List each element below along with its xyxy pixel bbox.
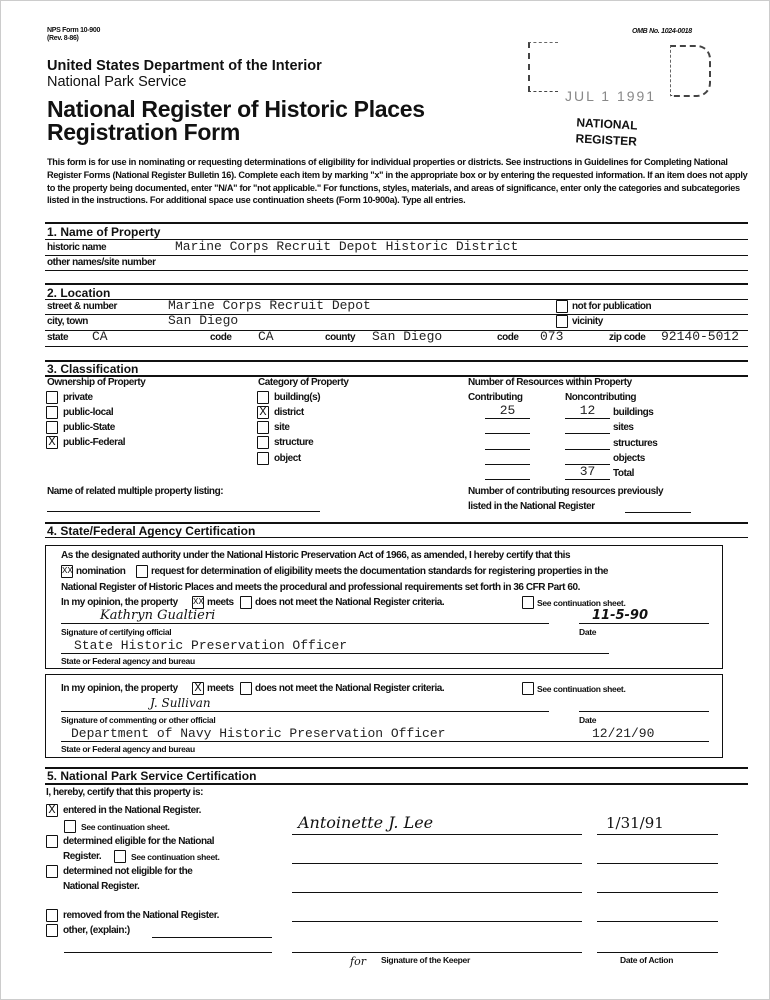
not-for-publication-label: not for publication [572, 301, 652, 312]
stamp-date: JUL 1 1991 [565, 88, 657, 104]
does-not-meet-label: does not meet the National Register criteria. [255, 597, 445, 608]
section4-title: 4. State/Federal Agency Certification [47, 524, 256, 538]
section-divider [45, 283, 748, 285]
form-subtitle: Registration Form [47, 119, 240, 145]
rule [45, 255, 748, 256]
contributing-structures-field[interactable] [485, 435, 530, 450]
other-label: other, (explain:) [63, 925, 130, 936]
entered-label: entered in the National Register. [63, 805, 201, 816]
other-explain-field-2[interactable] [64, 952, 272, 953]
noncontributing-total-field[interactable]: 37 [565, 465, 610, 480]
determination-request-checkbox[interactable] [136, 565, 148, 578]
category-checkbox-district[interactable]: X [257, 406, 269, 419]
entered-continuation-checkbox[interactable] [64, 820, 76, 833]
signature-label: Signature of certifying official [61, 627, 172, 637]
keeper-label: Signature of the Keeper [381, 955, 470, 965]
keeper-line [292, 863, 582, 864]
noncontributing-sites-field[interactable] [565, 419, 610, 434]
agency-label: State or Federal agency and bureau [61, 656, 195, 666]
does-not-meet-checkbox[interactable] [240, 596, 252, 609]
not-eligible-line2: National Register. [63, 881, 140, 892]
opinion-prefix: In my opinion, the property [61, 597, 178, 608]
street-label: street & number [47, 301, 117, 312]
previously-listed-line1: Number of contributing resources previously [468, 486, 664, 497]
resource-label: objects [613, 452, 645, 464]
does-not-meet2-label: does not meet the National Register criteria. [255, 683, 445, 694]
eligible-line1: determined eligible for the National [63, 836, 215, 847]
contributing-sites-field[interactable] [485, 419, 530, 434]
noncontributing-structures-field[interactable] [565, 435, 610, 450]
category-label: district [274, 407, 304, 418]
contributing-buildings-field[interactable]: 25 [485, 404, 530, 419]
meets2-checkbox[interactable]: X [192, 682, 204, 695]
ownership-checkbox-public-state[interactable] [46, 421, 58, 434]
resource-label: buildings [613, 407, 654, 418]
department: United States Department of the Interior [47, 58, 322, 74]
section3-title: 3. Classification [47, 362, 139, 376]
section1-title: 1. Name of Property [47, 225, 161, 239]
stamp-line-2: REGISTER [575, 131, 638, 149]
nomination-checkbox[interactable]: XX [62, 566, 73, 576]
date2-label: Date [579, 715, 597, 725]
date-line [597, 892, 718, 893]
category-label: structure [274, 437, 314, 448]
ownership-checkbox-private[interactable] [46, 391, 58, 404]
ownership-label: public-Federal [63, 437, 126, 448]
category-label: object [274, 453, 301, 464]
ownership-label: public-State [63, 422, 115, 433]
resource-label: structures [613, 437, 658, 449]
entered-checkbox[interactable]: X [46, 804, 58, 817]
street-field[interactable]: Marine Corps Recruit Depot [168, 298, 371, 313]
section-divider [45, 222, 748, 224]
signature2-label: Signature of commenting or other official [61, 715, 216, 725]
date-line [597, 921, 718, 922]
signature-line [61, 711, 549, 712]
rule [45, 783, 748, 785]
ownership-label: public-local [63, 407, 114, 418]
omb-number: OMB No. 1024-0018 [632, 28, 692, 35]
date-of-action-label: Date of Action [620, 955, 674, 965]
commenting-signature: J. Sullivan [150, 696, 211, 710]
certifying-signature: Kathryn Gualtieri [100, 608, 216, 623]
vicinity-label: vicinity [572, 316, 603, 327]
historic-name-label: historic name [47, 242, 107, 253]
date2-field[interactable]: 12/21/90 [592, 726, 655, 741]
keeper-line [292, 892, 582, 893]
county-code-label: code [497, 332, 519, 343]
meets-checkbox[interactable]: XX [193, 597, 204, 607]
agency2-line [61, 741, 709, 742]
keeper-line [292, 921, 582, 922]
contributing-total-field[interactable] [485, 465, 530, 480]
for-mark: for [350, 955, 366, 968]
state-label: state [47, 332, 69, 343]
ownership-checkbox-public-local[interactable] [46, 406, 58, 419]
rule [45, 375, 748, 377]
not-eligible-line1: determined not eligible for the [63, 866, 193, 877]
agency2-field[interactable]: Department of Navy Historic Preservation Officer [71, 726, 446, 741]
other-explain-field[interactable] [152, 937, 272, 938]
county-label: county [325, 332, 356, 343]
nomination-label: nomination [76, 566, 126, 577]
category-checkbox-site[interactable] [257, 421, 269, 434]
section5-title: 5. National Park Service Certification [47, 769, 257, 783]
rule [45, 270, 748, 271]
category-checkbox-structure[interactable] [257, 436, 269, 449]
ownership-heading: Ownership of Property [47, 377, 146, 388]
removed-label: removed from the National Register. [63, 910, 219, 921]
eligible-continuation-checkbox[interactable] [114, 850, 126, 863]
resource-label: Total [613, 468, 634, 480]
state-code-field[interactable]: CA [258, 329, 274, 344]
rule [45, 299, 748, 300]
rule [45, 314, 748, 315]
eligible-continuation-label: See continuation sheet. [131, 852, 220, 862]
noncontributing-buildings-field[interactable]: 12 [565, 404, 610, 419]
form-number: NPS Form 10-900 [47, 27, 101, 34]
historic-name-field[interactable]: Marine Corps Recruit Depot Historic District [175, 239, 519, 254]
rule [45, 537, 748, 538]
not-for-publication-checkbox[interactable] [556, 300, 568, 313]
resource-label: sites [613, 422, 634, 434]
other-names-label: other names/site number [47, 257, 156, 268]
form-revision: (Rev. 8-86) [47, 35, 79, 42]
date-line [597, 834, 718, 835]
form-title: National Register of Historic Places [47, 96, 425, 122]
entered-continuation-label: See continuation sheet. [81, 822, 170, 832]
date-line [597, 952, 718, 953]
section-divider [45, 360, 748, 362]
continuation2-label: See continuation sheet. [537, 684, 626, 694]
continuation-checkbox[interactable] [522, 596, 534, 609]
continuation2-checkbox[interactable] [522, 682, 534, 695]
noncontributing-objects-field[interactable] [565, 450, 610, 465]
category-label: site [274, 422, 290, 433]
city-field[interactable]: San Diego [168, 313, 239, 328]
cert-line1: As the designated authority under the National Historic Preservation Act of 1966, as amended, I hereby certify that this [61, 550, 571, 561]
certify-intro: I, hereby, certify that this property is: [46, 787, 203, 798]
does-not-meet2-checkbox[interactable] [240, 682, 252, 695]
keeper-line [292, 834, 582, 835]
state-code-label: code [210, 332, 232, 343]
instructions: This form is for use in nominating or requesting determinations of eligibility for individual properties or districts. See instructions in Guidelines for Completing National Register Forms (National Register Bulletin 16). Complete each item by marking "x" in the appropriate box or by entering the requested information. If an item does not apply to the property being documented, enter "N/A" for "not applicable." For functions, styles, materials, and areas of significance, enter only the categories and subcategories listed in the instructions. For additional space use continuation sheets (Form 10-900a). Type all entries. [47, 157, 748, 206]
date-line [579, 711, 709, 712]
meets-label: meets [207, 597, 234, 608]
vicinity-checkbox[interactable] [556, 315, 568, 328]
category-heading: Category of Property [258, 377, 349, 388]
section2-title: 2. Location [47, 286, 111, 300]
city-label: city, town [47, 316, 88, 327]
date-line [597, 863, 718, 864]
cert-line2-rest: request for determination of eligibility meets the documentation standards for registering properties in the [151, 566, 609, 577]
not-eligible-checkbox[interactable] [46, 865, 58, 878]
action-date[interactable]: 1/31/91 [606, 814, 664, 832]
certifying-date[interactable]: 11-5-90 [592, 608, 649, 623]
zip-label: zip code [609, 332, 646, 343]
related-listing-field[interactable] [47, 511, 320, 512]
category-checkbox-object[interactable] [257, 452, 269, 465]
rule [45, 346, 748, 347]
cert-line3: National Register of Historic Places and meets the procedural and professional requirements set forth in 36 CFR Part 60. [61, 582, 580, 593]
keeper-signature: Antoinette J. Lee [298, 813, 434, 832]
keeper-line [292, 952, 582, 953]
other-checkbox[interactable] [46, 924, 58, 937]
date-label: Date [579, 627, 597, 637]
state-field[interactable]: CA [92, 329, 108, 344]
contributing-heading: Contributing [468, 392, 523, 403]
ownership-checkbox-public-federal[interactable]: X [46, 436, 58, 449]
agency-line [61, 653, 609, 654]
resources-heading: Number of Resources within Property [468, 377, 632, 388]
continuation-label: See continuation sheet. [537, 598, 626, 608]
date-line [579, 623, 709, 624]
noncontributing-heading: Noncontributing [565, 392, 637, 403]
stamp-bracket-left [528, 42, 558, 92]
contributing-objects-field[interactable] [485, 450, 530, 465]
opinion2-prefix: In my opinion, the property [61, 683, 178, 694]
previously-listed-line2: listed in the National Register [468, 501, 595, 512]
agency2-label: State or Federal agency and bureau [61, 744, 195, 754]
eligible-checkbox[interactable] [46, 835, 58, 848]
category-checkbox-buildings[interactable] [257, 391, 269, 404]
category-label: building(s) [274, 392, 321, 403]
county-field[interactable]: San Diego [372, 329, 443, 344]
county-code-field[interactable]: 073 [540, 329, 564, 344]
signature-line [61, 623, 549, 624]
stamp-line-1: NATIONAL [576, 115, 638, 133]
stamp-national [575, 114, 638, 149]
stamp-letter-d [670, 45, 711, 97]
agency1-field[interactable]: State Historic Preservation Officer [74, 638, 348, 653]
previously-listed-field[interactable] [625, 512, 691, 513]
removed-checkbox[interactable] [46, 909, 58, 922]
meets2-label: meets [207, 683, 234, 694]
agency: National Park Service [47, 74, 187, 90]
related-listing-label: Name of related multiple property listing: [47, 486, 224, 497]
ownership-label: private [63, 392, 93, 403]
eligible-line2: Register. [63, 851, 102, 862]
zip-field[interactable]: 92140-5012 [661, 329, 740, 344]
